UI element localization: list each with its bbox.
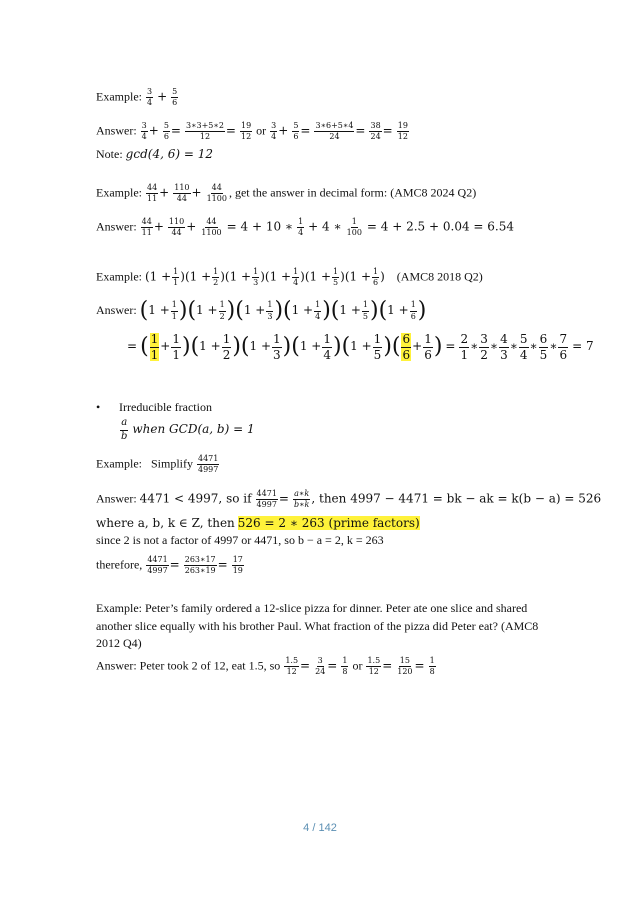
answer-3: Answer: (1 + $\frac{1}{1}$ )(1 + $\frac{1}{2}$ )(1 + $\frac{1}{3}$ )(1 + $\frac{1}{4}$ )(1 + $\frac{1}{5}$ )(1 + $\frac{1}{6}$ ) <box>96 298 427 323</box>
example-5-line1: Example: Peter’s family ordered a 12-slice pizza for dinner. Peter ate one slice and shared <box>96 601 528 615</box>
note-label: Note: <box>96 147 123 161</box>
fraction: $\frac{3}{4}$ <box>146 87 153 108</box>
answer-4: Answer: 4471 < 4997, so if $\frac{4471}{4997}$ = $\frac{a∗k}{b∗k}$ , then 4997 − 4471 = bk − ak = k(b − a) = 526 <box>96 489 602 510</box>
note-text: gcd(4, 6) = 12 <box>125 147 213 161</box>
example-5-line3: 2012 Q4) <box>96 636 142 650</box>
answer-4-where: where a, b, k ∈ Z, then 526 = 2 ∗ 263 (prime factors) <box>96 516 420 530</box>
example-5-line2: another slice equally with his brother Paul. What fraction of the pizza did Peter eat? (AMC8 <box>96 619 539 633</box>
example-4: Example: Simplify $\frac{4471}{4997}$ <box>96 454 219 475</box>
highlighted-prime-factors: 526 = 2 ∗ 263 (prime factors) <box>237 516 420 530</box>
section-heading: Irreducible fraction <box>119 400 212 414</box>
note-1 <box>96 148 213 160</box>
example-2: Example: $\frac{44}{11}$ + $\frac{110}{44}$ + $\frac{44}{1100}$ , get the answer in decimal form: (AMC8 2024 Q2) <box>96 183 477 204</box>
example-3: Example: (1 + $\frac{1}{1}$ )(1 + $\frac{1}{2}$ )(1 + $\frac{1}{3}$ )(1 + $\frac{1}{4}$ )(1 + $\frac{1}{5}$ )(1 + $\frac{1}{6}$ ) (AMC8 2018 Q2) <box>96 267 483 288</box>
answer-1: Answer: $\frac{3}{4}$ + $\frac{5}{6}$ = $\frac{3∗3+5∗2}{12}$ = $\frac{19}{12}$ or $\frac{3}{4}$ + $\frac{5}{6}$ = $\frac{3∗6+5∗4}{24}$ = $\frac{38}{24}$ = $\frac{19}{12}$ <box>96 121 408 142</box>
answer-3-expansion: = ( $\frac{1}{1}$ + $\frac{1}{1}$ )(1 + $\frac{1}{2}$ )(1 + $\frac{1}{3}$ )(1 + $\frac{1}{4}$ )(1 + $\frac{1}{5}$ )( $\frac{6}{6}$ + $\frac{1}{6}$ ) = $\frac{2}{1}$ ∗ $\frac{3}{2}$ ∗ $\frac{4}{3}$ ∗ $\frac{5}{4}$ ∗ $\frac{6}{5}$ ∗ $\frac{7}{6}$ = 7 <box>127 332 594 362</box>
answer-label: Answer: <box>96 123 137 138</box>
page-number: 4 / 142 <box>303 822 337 834</box>
fraction: $\frac{5}{6}$ <box>172 87 178 108</box>
example-1: Example: $\frac{3}{4}$ + $\frac{5}{6}$ <box>96 87 178 108</box>
answer-4-since: since 2 is not a factor of 4997 or 4471, so b − a = 2, k = 263 <box>96 533 384 547</box>
answer-5: Answer: Peter took 2 of 12, eat 1.5, so $\frac{1.5}{12}$ = $\frac{3}{24}$ = $\frac{1}{8}$ or $\frac{1.5}{12}$ = $\frac{15}{120}$ = $\frac{1}{8}$ <box>96 656 435 677</box>
answer-2: Answer: $\frac{44}{11}$ + $\frac{110}{44}$ + $\frac{44}{1100}$ = 4 + 10 ∗ $\frac{1}{4}$ + 4 ∗ $\frac{1}{100}$ = 4 + 2.5 + 0.04 = 6.54 <box>96 217 514 238</box>
irreducible-definition: $\frac{a}{b}$ when GCD(a, b) = 1 <box>121 417 255 442</box>
answer-4-therefore: therefore, $\frac{4471}{4997}$ = $\frac{263∗17}{263∗19}$ = $\frac{17}{19}$ <box>96 555 243 576</box>
bullet-icon: • <box>96 400 101 414</box>
example-label: Example: <box>96 89 142 104</box>
example-2-text: , get the answer in decimal form: (AMC8 2024 Q2) <box>228 185 477 200</box>
example-3-source: (AMC8 2018 Q2) <box>396 269 483 284</box>
